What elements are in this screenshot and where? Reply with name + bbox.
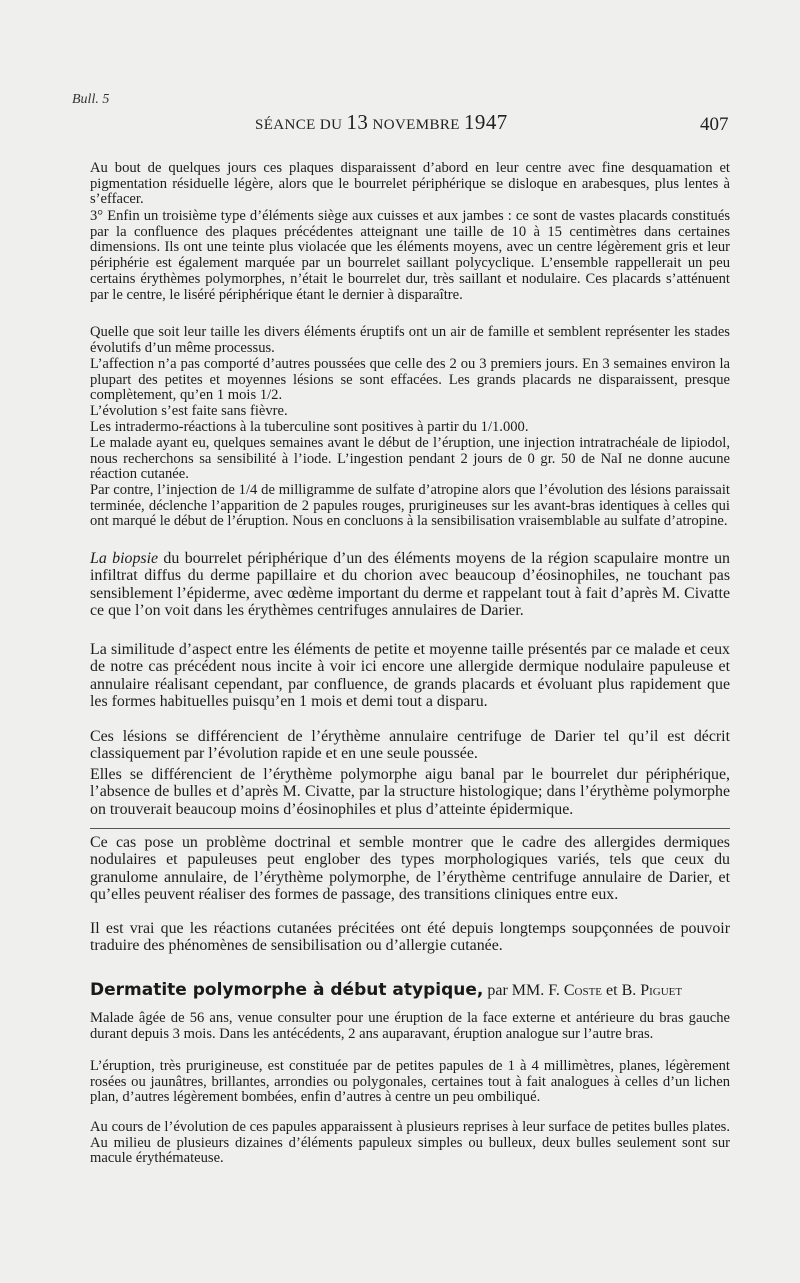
- running-title-month: NOVEMBRE: [372, 117, 460, 133]
- conclusion-paragraph-2: Il est vrai que les réactions cutanées précitées ont été depuis longtemps soupçonnées de pouvoir traduire des phénomènes de sensibilisation ou d’allergie cutanée.: [90, 920, 730, 955]
- article-heading: [90, 980, 750, 1000]
- article-paragraph-3: Au cours de l’évolution de ces papules apparaissent à plusieurs reprises à leur surface de petites bulles plates. Au milieu de plusieurs dizaines d’éléments papuleux simples ou bulleux, deux bulles seulement sont sur macule érythémateuse.: [90, 1119, 730, 1167]
- journal-reference: Bull. 5: [72, 92, 110, 107]
- discussion-paragraph-1: La similitude d’aspect entre les éléments de petite et moyenne taille présentés par ce malade et ceux de notre cas précédent nous incite à voir ici encore une allergide dermique nodulaire papuleuse et annulaire réalisant cependant, par confluence, de grands placards et évoluant plus rapidement que les formes habituelles puisqu’en 1 mois et demi tout a disparu.: [90, 641, 730, 710]
- article-title: Dermatite polymorphe à début atypique,: [90, 980, 484, 1000]
- case-paragraph-6: Les intradermo-réactions à la tuberculine sont positives à partir du 1/1.000.: [90, 419, 529, 435]
- running-title: [255, 110, 508, 135]
- discussion-paragraph-3: Elles se différencient de l’érythème polymorphe aigu banal par le bourrelet dur périphérique, l’absence de bulles et d’après M. Civatte, par la structure histologique; dans l’érythème polymorphe on trouverait beaucoup moins d’éosinophiles et plus d’atteinte épidermique.: [90, 766, 730, 818]
- author-coste: Coste: [563, 982, 603, 999]
- biopsy-text: du bourrelet périphérique d’un des éléments moyens de la région scapulaire montre un infiltrat diffus du derme papillaire et du chorion avec beaucoup d’éosinophiles, ne touchant pas sensiblement l’épiderme, avec œdème important du derme et rappelant tout à fait d’après M. Civatte ce que l’on voit dans les érythèmes centrifuges annulaires de Darier.: [90, 550, 730, 619]
- running-title-day: 13: [346, 110, 369, 134]
- case-paragraph-1: Au bout de quelques jours ces plaques disparaissent d’abord en leur centre avec fine desquamation et pigmentation résiduelle légère, alors que le bourrelet périphérique se disloque en arabesques, plus lentes à s’effacer.: [90, 160, 730, 208]
- running-title-prefix: SÉANCE DU: [255, 117, 343, 133]
- article-paragraph-2: L’éruption, très prurigineuse, est constituée par de petites papules de 1 à 4 millimètres, planes, légèrement rosées ou jaunâtres, brillantes, arrondies ou polygonales, certaines tout à fait analogues à celles d’un lichen plan, d’autres légèrement bombées, enfin d’autres à centre un peu ombiliqué.: [90, 1058, 730, 1106]
- page-number: 407: [700, 114, 729, 135]
- case-paragraph-8: Par contre, l’injection de 1/4 de milligramme de sulfate d’atropine alors que l’évolution des lésions paraissait terminée, déclenche l’apparition de 2 papules rouges, prurigineuses sur les avant-bras identiques à celles qui ont marqué le début de l’éruption. Nous en concluons à la sensibilisation vraisemblable au sulfate d’atropine.: [90, 482, 730, 530]
- case-paragraph-4: L’affection n’a pas comporté d’autres poussées que celle des 2 ou 3 premiers jours. En 3 semaines environ la plupart des petites et moyennes lésions se sont effacées. Les grands placards ne disparaissent, presque complètement, qu’en 1 mois 1/2.: [90, 356, 730, 404]
- case-paragraph-3: Quelle que soit leur taille les divers éléments éruptifs ont un air de famille et semblent représenter les stades évolutifs d’un même processus.: [90, 324, 730, 356]
- running-title-year: 1947: [464, 110, 508, 134]
- byline-prefix: par MM. F.: [487, 982, 560, 999]
- biopsy-paragraph: [90, 550, 730, 619]
- article-paragraph-1: Malade âgée de 56 ans, venue consulter pour une éruption de la face externe et antérieure du bras gauche durant depuis 3 mois. Dans les antécédents, 2 ans auparavant, éruption analogue sur l’autre bras.: [90, 1010, 730, 1042]
- conclusion-paragraph-1: Ce cas pose un problème doctrinal et semble montrer que le cadre des allergides dermiques nodulaires et papuleuses peut englober des types morphologiques variés, tels que ceux du granulome annulaire, de l’érythème polymorphe, de l’érythème centrifuge annulaire de Darier, et qu’elles peuvent réaliser des formes de passage, des transitions cliniques entre eux.: [90, 834, 730, 903]
- biopsy-italic: La biopsie: [90, 550, 159, 567]
- byline-and: et B.: [606, 982, 637, 999]
- discussion-paragraph-2: Ces lésions se différencient de l’érythème annulaire centrifuge de Darier tel qu’il est décrit classiquement par l’évolution rapide et en une seule poussée.: [90, 728, 730, 763]
- case-paragraph-7: Le malade ayant eu, quelques semaines avant le début de l’éruption, une injection intratrachéale de lipiodol, nous recherchons sa sensibilité à l’iode. L’ingestion pendant 2 jours de 0 gr. 50 de NaI ne donne aucune réaction cutanée.: [90, 435, 730, 483]
- case-paragraph-2: 3° Enfin un troisième type d’éléments siège aux cuisses et aux jambes : ce sont de vastes placards constitués par la confluence des plaques précédentes atteignant une taille de 10 à 15 centimètres dans certaines dimensions. Ils ont une teinte plus violacée que les éléments moyens, avec un centre légèrement gris et leur périphérie est également marquée par un bourrelet saillant polycyclique. L’ensemble rappellerait un peu certains érythèmes polymorphes, n’était le bourrelet dur, très saillant et nodulaire. Ces placards s’atténuent par le centre, le liséré périphérique étant le dernier à disparaître.: [90, 208, 730, 303]
- section-divider: [90, 828, 730, 829]
- case-paragraph-5: L’évolution s’est faite sans fièvre.: [90, 403, 288, 419]
- author-piguet: Piguet: [640, 982, 683, 999]
